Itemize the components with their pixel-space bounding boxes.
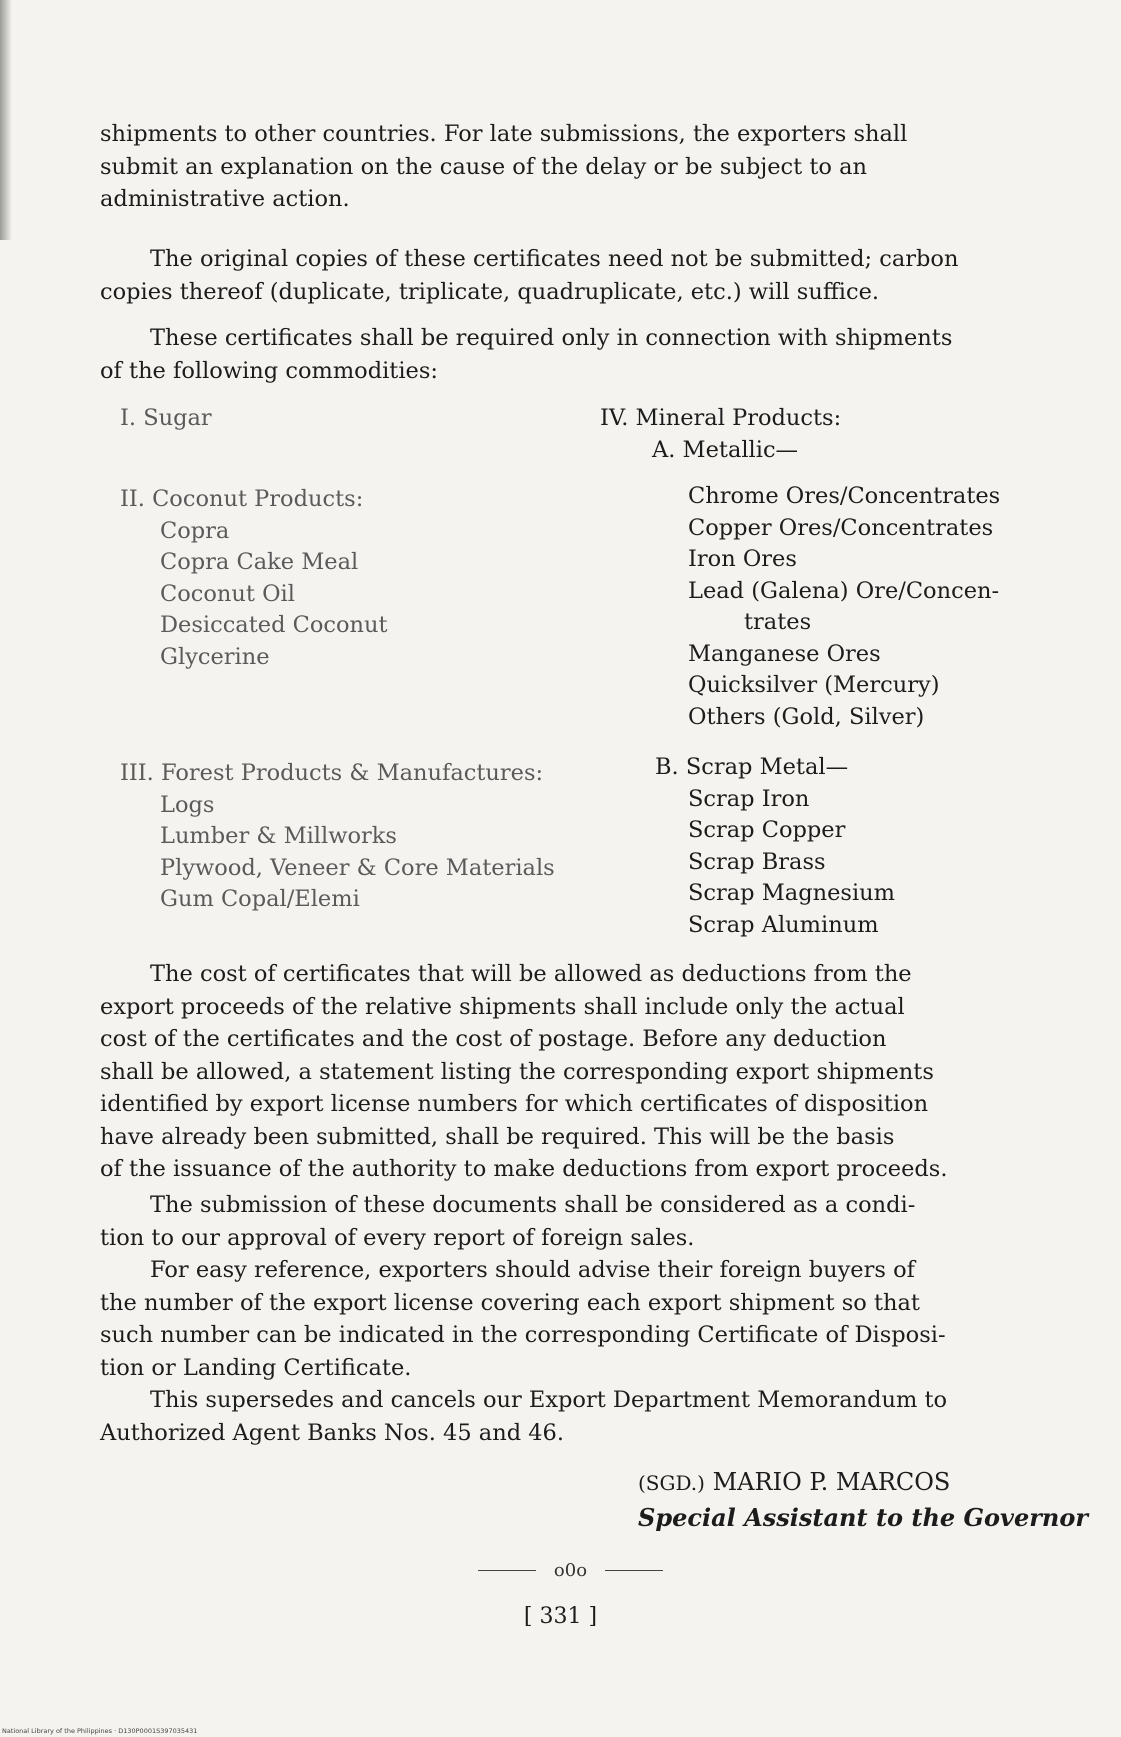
mineral-heading: IV. Mineral Products: (600, 405, 842, 431)
metallic-item: trates (744, 609, 812, 635)
metallic-item: Others (Gold, Silver) (688, 703, 925, 730)
metallic-item: Lead (Galena) Ore/Concen- (688, 577, 1000, 604)
coconut-item: Copra Cake Meal (160, 549, 359, 575)
commodity-forest-products (120, 758, 555, 916)
metallic-items (688, 481, 1000, 733)
page-number: [ 331 ] (523, 1604, 598, 1629)
metallic-item: Manganese Ores (688, 640, 881, 667)
signature-sgd: (SGD.) (638, 1471, 705, 1495)
forest-heading: III. Forest Products & Manufactures: (120, 760, 544, 786)
paragraph-late-submissions: shipments to other countries. For late submissions, the exporters shall submit an explanation on the cause of the delay or be subject to an administrative action. (100, 121, 908, 212)
commodity-coconut-products (120, 484, 388, 673)
paragraph-original-copies: The original copies of these certificates need not be submitted; carbon copies thereof (duplicate, triplicate, quadruplicate, etc.) will suffice. (100, 246, 959, 305)
coconut-item: Desiccated Coconut (160, 612, 388, 638)
metallic-item: Copper Ores/Concentrates (688, 514, 994, 541)
paragraph-supersedes: This supersedes and cancels our Export Department Memorandum to Authorized Agent Banks Nos. 45 and 46. (100, 1387, 948, 1446)
scrap-item: Scrap Magnesium (688, 880, 895, 906)
commodity-mineral-products (600, 403, 841, 466)
paragraph-easy-reference: For easy reference, exporters should advise their foreign buyers of the number of the export license covering each export shipment so that such number can be indicated in the corresponding Certificate of Disposi- tion or Landing Certificate. (100, 1257, 946, 1381)
commodity-sugar: I. Sugar (120, 405, 212, 431)
separator-ornament: o0o (478, 1560, 663, 1580)
metallic-item: Quicksilver (Mercury) (688, 672, 940, 698)
forest-item: Plywood, Veneer & Core Materials (160, 854, 555, 881)
scan-edge-shadow (0, 0, 12, 240)
coconut-heading: II. Coconut Products: (120, 486, 364, 512)
signature-title: Special Assistant to the Governor (638, 1503, 1089, 1532)
signature-name: MARIO P. MARCOS (712, 1468, 951, 1496)
metallic-item: Chrome Ores/Concentrates (688, 483, 1001, 509)
forest-item: Logs (160, 791, 215, 818)
scrap-metal (655, 752, 895, 941)
coconut-item: Glycerine (160, 643, 270, 670)
forest-item: Lumber & Millworks (160, 823, 397, 849)
scrap-item: Scrap Brass (688, 848, 826, 875)
signature-line (638, 1468, 950, 1496)
coconut-item: Coconut Oil (160, 580, 295, 607)
coconut-item: Copra (160, 517, 230, 544)
metallic-item: Iron Ores (688, 546, 797, 572)
scrap-heading: B. Scrap Metal— (655, 754, 849, 780)
paragraph-cost-of-certificates: The cost of certificates that will be allowed as deductions from the export proceeds of the relative shipments shall include only the actual cost of the certificates and the cost of postage. Before any deduction shall be allowed, a statement listing the corresponding export shipments identified by export license numbers for which certificates of disposition have already been submitted, shall be required. This will be the basis of the issuance of the authority to make deductions from export proceeds. (100, 961, 948, 1182)
footer-watermark: National Library of the Philippines · D130P0001S397035431 (2, 1727, 198, 1735)
forest-item: Gum Copal/Elemi (160, 886, 360, 912)
paragraph-commodities-intro: These certificates shall be required only in connection with shipments of the following commodities: (100, 325, 953, 384)
scrap-item: Scrap Iron (688, 785, 810, 812)
paragraph-submission-condition: The submission of these documents shall be considered as a condi- tion to our approval of every report of foreign sales. (100, 1192, 916, 1251)
scrap-item: Scrap Aluminum (688, 911, 879, 938)
scrap-item: Scrap Copper (688, 817, 846, 843)
metallic-heading: A. Metallic— (652, 436, 799, 463)
